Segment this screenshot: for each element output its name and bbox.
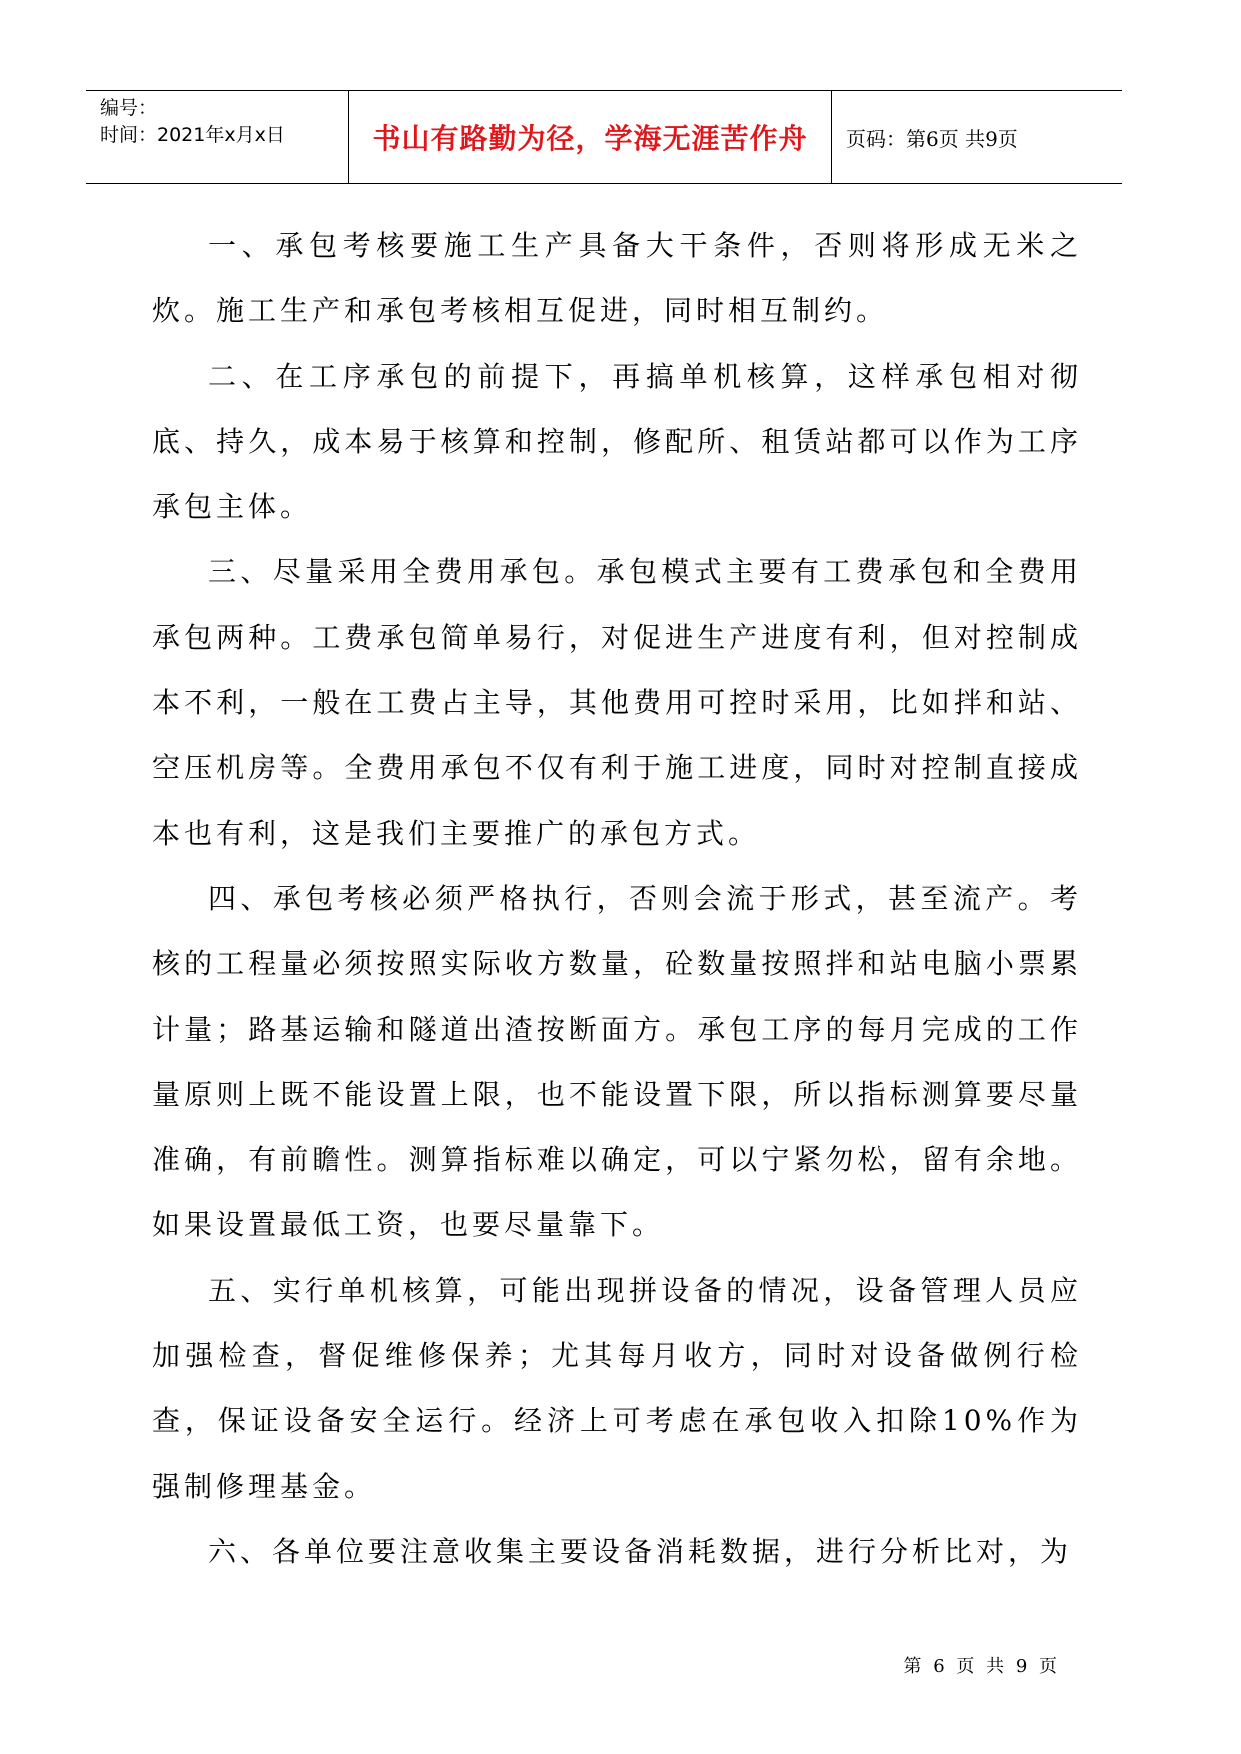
paragraph-1: 一、承包考核要施工生产具备大干条件，否则将形成无米之炊。施工生产和承包考核相互促进，同时相互制约。 [152, 229, 1082, 328]
paragraph-2: 二、在工序承包的前提下，再搞单机核算，这样承包相对彻底、持久，成本易于核算和控制，修配所、租赁站都可以作为工序承包主体。 [152, 359, 1082, 524]
document-number-label: 编号： [100, 97, 158, 119]
page-footer: 第 6 页 共 9 页 [903, 1656, 1060, 1677]
document-time-label: 时间：2021年x月x日 [100, 124, 285, 146]
header-page-label: 页码：第6页 共9页 [846, 126, 1018, 151]
header-motto: 书山有路勤为径，学海无涯苦作舟 [349, 91, 832, 183]
paragraph-4: 四、承包考核必须严格执行，否则会流于形式，甚至流产。考核的工程量必须按照实际收方数量，砼数量按照拌和站电脑小票累计量；路基运输和隧道出渣按断面方。承包工序的每月完成的工作量原则上既不能设置上限，也不能设置下限，所以指标测算要尽量准确，有前瞻性。测算指标难以确定，可以宁紧勿松，留有余地。如果设置最低工资，也要尽量靠下。 [152, 881, 1082, 1242]
paragraph-3: 三、尽量采用全费用承包。承包模式主要有工费承包和全费用承包两种。工费承包简单易行，对促进生产进度有利，但对控制成本不利，一般在工费占主导，其他费用可控时采用，比如拌和站、空压机房等。全费用承包不仅有利于施工进度，同时对控制直接成本也有利，这是我们主要推广的承包方式。 [152, 555, 1082, 850]
paragraph-5: 五、实行单机核算，可能出现拼设备的情况，设备管理人员应加强检查，督促维修保养；尤其每月收方，同时对设备做例行检查，保证设备安全运行。经济上可考虑在承包收入扣除10%作为强制修理基金。 [152, 1273, 1082, 1503]
document-body [152, 213, 1082, 1584]
header-meta-cell [86, 91, 349, 183]
paragraph-6: 六、各单位要注意收集主要设备消耗数据，进行分析比对，为 [208, 1534, 1073, 1568]
document-header [86, 90, 1122, 184]
